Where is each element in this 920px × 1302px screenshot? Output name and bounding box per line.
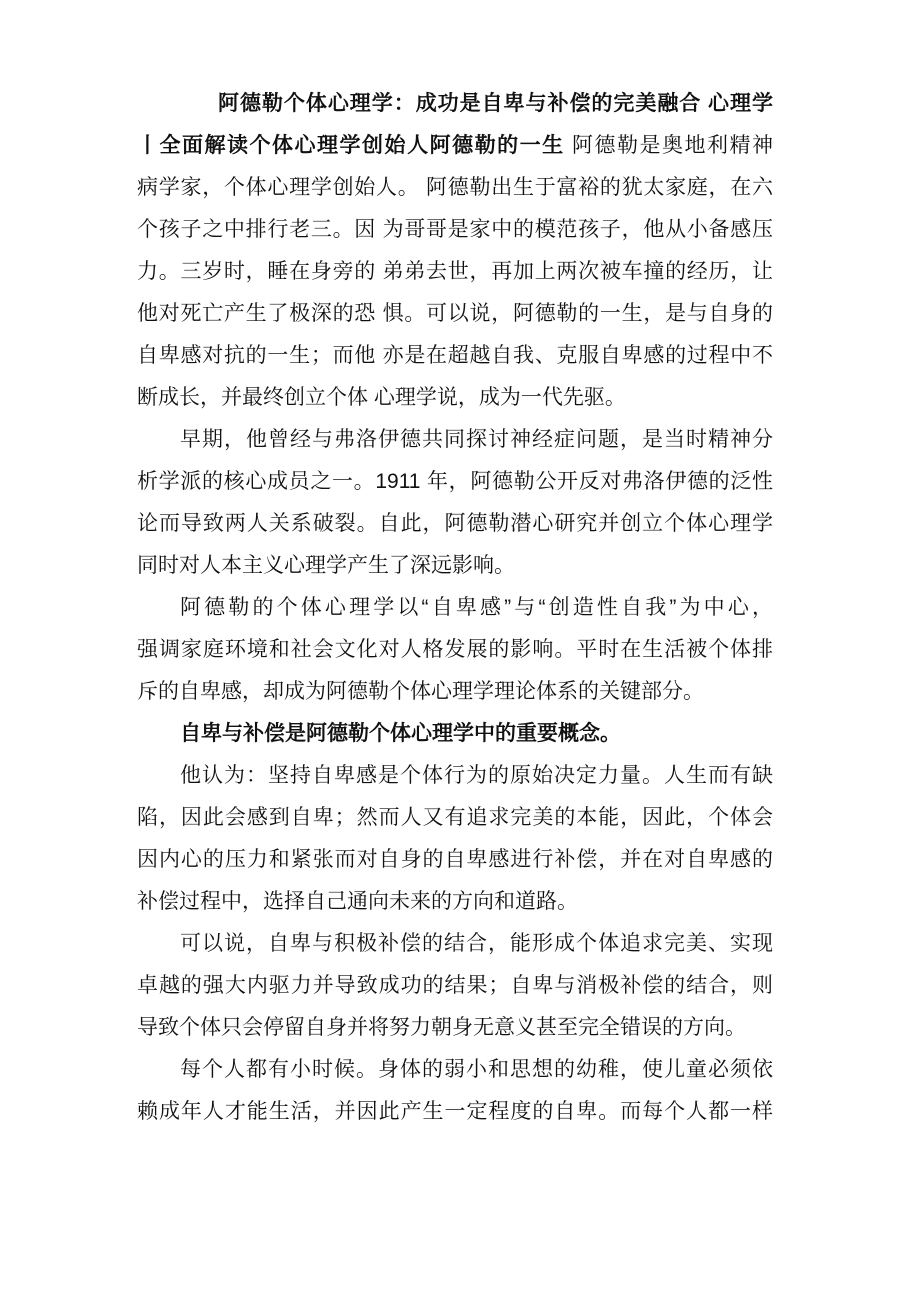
paragraph bbox=[137, 755, 773, 923]
body-text: 自卑感对抗的一生；而他 亦是在超越自我、克服自卑感的过程中不 bbox=[137, 344, 773, 367]
text-line bbox=[137, 713, 773, 755]
body-text: 斥的自卑感，却成为阿德勒个体心理学理论体系的关键部分。 bbox=[137, 680, 704, 703]
body-text: 早期，他曾经与弗洛伊德共同探讨神经症问题，是当时精神分 bbox=[180, 428, 773, 451]
text-line bbox=[137, 83, 773, 125]
body-text: 同时对人本主义心理学产生了深远影响。 bbox=[137, 554, 515, 577]
text-line bbox=[137, 881, 773, 923]
text-line bbox=[137, 461, 773, 503]
paragraph bbox=[137, 419, 773, 587]
document-body bbox=[137, 83, 773, 1133]
text-line bbox=[137, 251, 773, 293]
bold-text: 丨全面解读个体心理学创始人阿德勒的一生 bbox=[137, 134, 565, 157]
body-text: 病学家，个体心理学创始人。 阿德勒出生于富裕的犹太家庭，在六 bbox=[137, 176, 773, 199]
body-text: 阿德勒的个体心理学以“自卑感”与“创造性自我”为中心， bbox=[180, 596, 773, 619]
body-text: 卓越的强大内驱力并导致成功的结果；自卑与消极补偿的结合，则 bbox=[137, 974, 773, 997]
text-line bbox=[137, 419, 773, 461]
body-text: 因内心的压力和紧张而对自身的自卑感进行补偿，并在对自卑感的 bbox=[137, 848, 773, 871]
body-text: 论而导致两人关系破裂。自此，阿德勒潜心研究并创立个体心理学 bbox=[137, 512, 773, 535]
body-text: 导致个体只会停留自身并将努力朝身无意义甚至完全错误的方向。 bbox=[137, 1016, 746, 1039]
body-text: 断成长，并最终创立个体 心理学说，成为一代先驱。 bbox=[137, 386, 626, 409]
body-text: 他认为：坚持自卑感是个体行为的原始决定力量。人生而有缺 bbox=[180, 764, 773, 787]
body-text: 每个人都有小时候。身体的弱小和思想的幼稚，使儿童必须依 bbox=[180, 1058, 773, 1081]
text-line bbox=[137, 545, 773, 587]
text-line bbox=[137, 839, 773, 881]
bold-text: 自卑与补偿是阿德勒个体心理学中的重要概念。 bbox=[180, 722, 621, 745]
text-line bbox=[137, 503, 773, 545]
title-paragraph bbox=[137, 83, 773, 419]
text-line bbox=[137, 209, 773, 251]
paragraph bbox=[137, 713, 773, 755]
text-line bbox=[137, 1049, 773, 1091]
body-text: 析学派的核心成员之一。1911 年，阿德勒公开反对弗洛伊德的泛性 bbox=[137, 470, 773, 493]
text-line bbox=[137, 923, 773, 965]
text-line bbox=[137, 167, 773, 209]
body-text: 他对死亡产生了极深的恐 惧。可以说，阿德勒的一生，是与自身的 bbox=[137, 302, 773, 325]
text-line bbox=[137, 377, 773, 419]
body-text: 补偿过程中，选择自己通向未来的方向和道路。 bbox=[137, 890, 578, 913]
body-text: 阿德勒是奥地利精神 bbox=[564, 134, 773, 157]
body-text: 个孩子之中排行老三。因 为哥哥是家中的模范孩子，他从小备感压 bbox=[137, 218, 773, 241]
body-text: 强调家庭环境和社会文化对人格发展的影响。平时在生活被个体排 bbox=[137, 638, 773, 661]
text-line bbox=[137, 965, 773, 1007]
body-text: 可以说，自卑与积极补偿的结合，能形成个体追求完美、实现 bbox=[180, 932, 773, 955]
text-line bbox=[137, 335, 773, 377]
bold-text: 阿德勒个体心理学：成功是自卑与补偿的完美融合 心理学 bbox=[218, 92, 773, 115]
paragraph bbox=[137, 587, 773, 713]
text-line bbox=[137, 293, 773, 335]
paragraph bbox=[137, 1049, 773, 1133]
text-line bbox=[137, 125, 773, 167]
text-line bbox=[137, 671, 773, 713]
text-line bbox=[137, 587, 773, 629]
text-line bbox=[137, 1007, 773, 1049]
text-line bbox=[137, 797, 773, 839]
text-line bbox=[137, 629, 773, 671]
paragraph bbox=[137, 923, 773, 1049]
body-text: 力。三岁时，睡在身旁的 弟弟去世，再加上两次被车撞的经历，让 bbox=[137, 260, 773, 283]
body-text: 赖成年人才能生活，并因此产生一定程度的自卑。而每个人都一样 bbox=[137, 1100, 773, 1123]
body-text: 陷，因此会感到自卑；然而人又有追求完美的本能，因此，个体会 bbox=[137, 806, 773, 829]
text-line bbox=[137, 1091, 773, 1133]
text-line bbox=[137, 755, 773, 797]
